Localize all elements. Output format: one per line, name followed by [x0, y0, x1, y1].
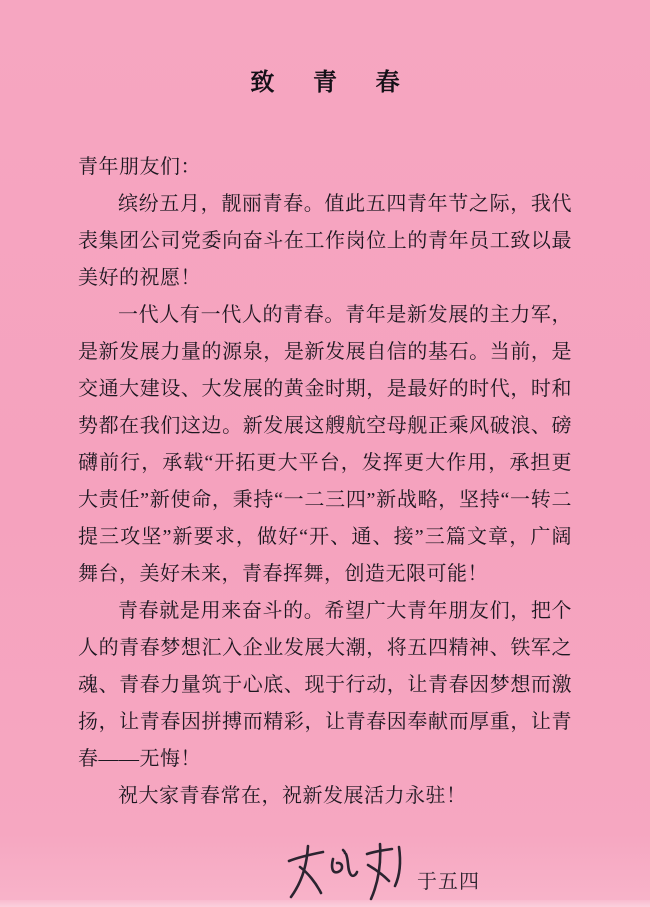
paragraph-greeting: 缤纷五月，靓丽青春。值此五四青年节之际，我代表集团公司党委向奋斗在工作岗位上的青年员工致以最美好的祝愿！: [78, 193, 572, 289]
signature-suffix-text: 于五四: [417, 871, 480, 893]
scan-bottom-edge: [0, 900, 650, 907]
paragraph-development: 一代人有一代人的青春。青年是新发展的主力军，是新发展力量的源泉，是新发展自信的基石。当前，是交通大建设、大发展的黄金时期，是最好的时代，时和势都在我们这边。新发展这艘航空母舰正乘风破浪、磅礴前行，承载“开拓更大平台，发挥更大作用，承担更大责任”新使命，秉持“一二三四”新战略，坚持“一转二提三攻坚”新要求，做好“开、通、接”三篇文章，广阔舞台，美好未来，青春挥舞，创造无限可能！: [78, 304, 572, 585]
handwritten-signature: [283, 841, 415, 903]
paragraph-striving: 青春就是用来奋斗的。希望广大青年朋友们，把个人的青春梦想汇入企业发展大潮，将五四精神、铁军之魂、青春力量筑于心底、现于行动，让青春因梦想而激扬，让青春因拼搏而精彩，让青春因奉献而厚重，让青春——无悔！: [78, 600, 572, 770]
salutation-line: 青年朋友们：: [78, 156, 201, 178]
signature-block: [78, 841, 572, 897]
letter-title: 致 青 春: [250, 69, 416, 96]
paragraph-wishes: 祝大家青春常在，祝新发展活力永驻！: [118, 785, 467, 807]
